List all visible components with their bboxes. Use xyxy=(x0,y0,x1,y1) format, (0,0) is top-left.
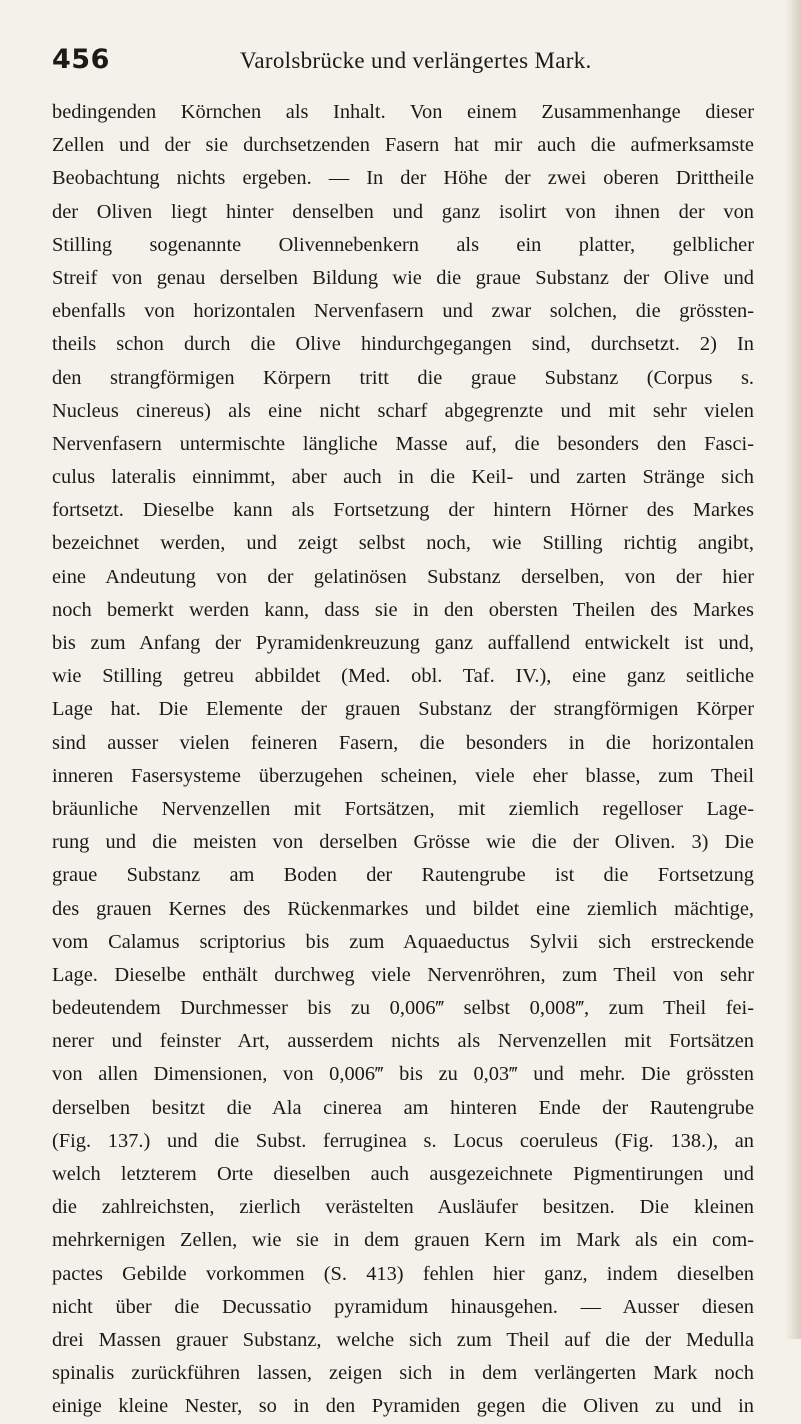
text-line: drei Massen grauer Substanz, welche sich zum Theil auf die der Medulla xyxy=(52,1328,754,1351)
text-line: Lage hat. Die Elemente der grauen Substanz der strangförmigen Körper xyxy=(52,698,754,721)
text-line: einige kleine Nester, so in den Pyramiden gegen die Oliven zu und in xyxy=(52,1395,754,1418)
text-line: vom Calamus scriptorius bis zum Aquaeductus Sylvii sich erstreckende xyxy=(52,930,754,953)
text-line: culus lateralis einnimmt, aber auch in die Keil- und zarten Stränge sich xyxy=(52,466,754,489)
text-line: welch letzterem Orte dieselben auch ausgezeichnete Pigmentirungen und xyxy=(52,1163,754,1185)
text-line: bedingenden Körnchen als Inhalt. Von einem Zusammenhange dieser xyxy=(52,101,754,123)
text-line: rung und die meisten von derselben Grösse wie die der Oliven. 3) Die xyxy=(52,831,754,854)
text-line: Nucleus cinereus) als eine nicht scharf abgegrenzte und mit sehr vielen xyxy=(52,399,754,422)
text-line: inneren Fasersysteme überzugehen scheinen, viele eher blasse, zum Theil xyxy=(52,764,754,787)
text-line: den strangförmigen Körpern tritt die graue Substanz (Corpus s. xyxy=(52,366,754,389)
text-line: des grauen Kernes des Rückenmarkes und bildet eine ziemlich mächtige, xyxy=(52,897,754,920)
text-line: bis zum Anfang der Pyramidenkreuzung ganz auffallend entwickelt ist und, xyxy=(52,632,754,654)
text-line: noch bemerkt werden kann, dass sie in den obersten Theilen des Markes xyxy=(52,598,754,621)
text-line: theils schon durch die Olive hindurchgegangen sind, durchsetzt. 2) In xyxy=(52,333,754,356)
page-number: 456 xyxy=(52,44,110,75)
text-line: bedeutendem Durchmesser bis zu 0,006‴ selbst 0,008‴, zum Theil fei- xyxy=(52,997,754,1020)
text-line: wie Stilling getreu abbildet (Med. obl. Taf. IV.), eine ganz seitliche xyxy=(52,665,754,688)
text-line: Stilling sogenannte Olivennebenkern als ein platter, gelblicher xyxy=(52,233,754,256)
text-line: bräunliche Nervenzellen mit Fortsätzen, mit ziemlich regelloser Lage- xyxy=(52,797,754,820)
text-line: Nervenfasern untermischte längliche Masse auf, die besonders den Fasci- xyxy=(52,432,754,455)
text-line: Lage. Dieselbe enthält durchweg viele Nervenröhren, zum Theil von sehr xyxy=(52,963,754,986)
running-head: Varolsbrücke und verlängertes Mark. xyxy=(240,48,592,73)
text-line: graue Substanz am Boden der Rautengrube ist die Fortsetzung xyxy=(52,864,754,887)
text-line: derselben besitzt die Ala cinerea am hinteren Ende der Rautengrube xyxy=(52,1096,754,1119)
text-line: Beobachtung nichts ergeben. — In der Höhe der zwei oberen Drittheile xyxy=(52,167,754,190)
page-header xyxy=(52,44,752,84)
text-line: eine Andeutung von der gelatinösen Substanz derselben, von der hier xyxy=(52,565,754,588)
text-line: bezeichnet werden, und zeigt selbst noch, wie Stilling richtig angibt, xyxy=(52,532,754,555)
text-line: fortsetzt. Dieselbe kann als Fortsetzung der hintern Hörner des Markes xyxy=(52,499,754,522)
text-line: Zellen und der sie durchsetzenden Fasern hat mir auch die aufmerksamste xyxy=(52,134,754,157)
text-line: die zahlreichsten, zierlich verästelten Ausläufer besitzen. Die kleinen xyxy=(52,1196,754,1219)
text-line: mehrkernigen Zellen, wie sie in dem grauen Kern im Mark als ein com- xyxy=(52,1229,754,1252)
body-text xyxy=(52,96,754,1424)
text-line: der Oliven liegt hinter denselben und ganz isolirt von ihnen der von xyxy=(52,200,754,223)
text-line: sind ausser vielen feineren Fasern, die besonders in die horizontalen xyxy=(52,731,754,754)
text-line: pactes Gebilde vorkommen (S. 413) fehlen hier ganz, indem dieselben xyxy=(52,1262,754,1285)
text-line: spinalis zurückführen lassen, zeigen sich in dem verlängerten Mark noch xyxy=(52,1362,754,1385)
text-line: nerer und feinster Art, ausserdem nichts als Nervenzellen mit Fortsätzen xyxy=(52,1030,754,1053)
text-line: Streif von genau derselben Bildung wie die graue Substanz der Olive und xyxy=(52,266,754,289)
text-line: (Fig. 137.) und die Subst. ferruginea s. Locus coeruleus (Fig. 138.), an xyxy=(52,1129,754,1152)
text-line: ebenfalls von horizontalen Nervenfasern und zwar solchen, die grössten- xyxy=(52,300,754,323)
text-line: von allen Dimensionen, von 0,006‴ bis zu 0,03‴ und mehr. Die grössten xyxy=(52,1063,754,1086)
text-line: nicht über die Decussatio pyramidum hinausgehen. — Ausser diesen xyxy=(52,1295,754,1318)
page-edge-shadow xyxy=(785,0,801,1339)
